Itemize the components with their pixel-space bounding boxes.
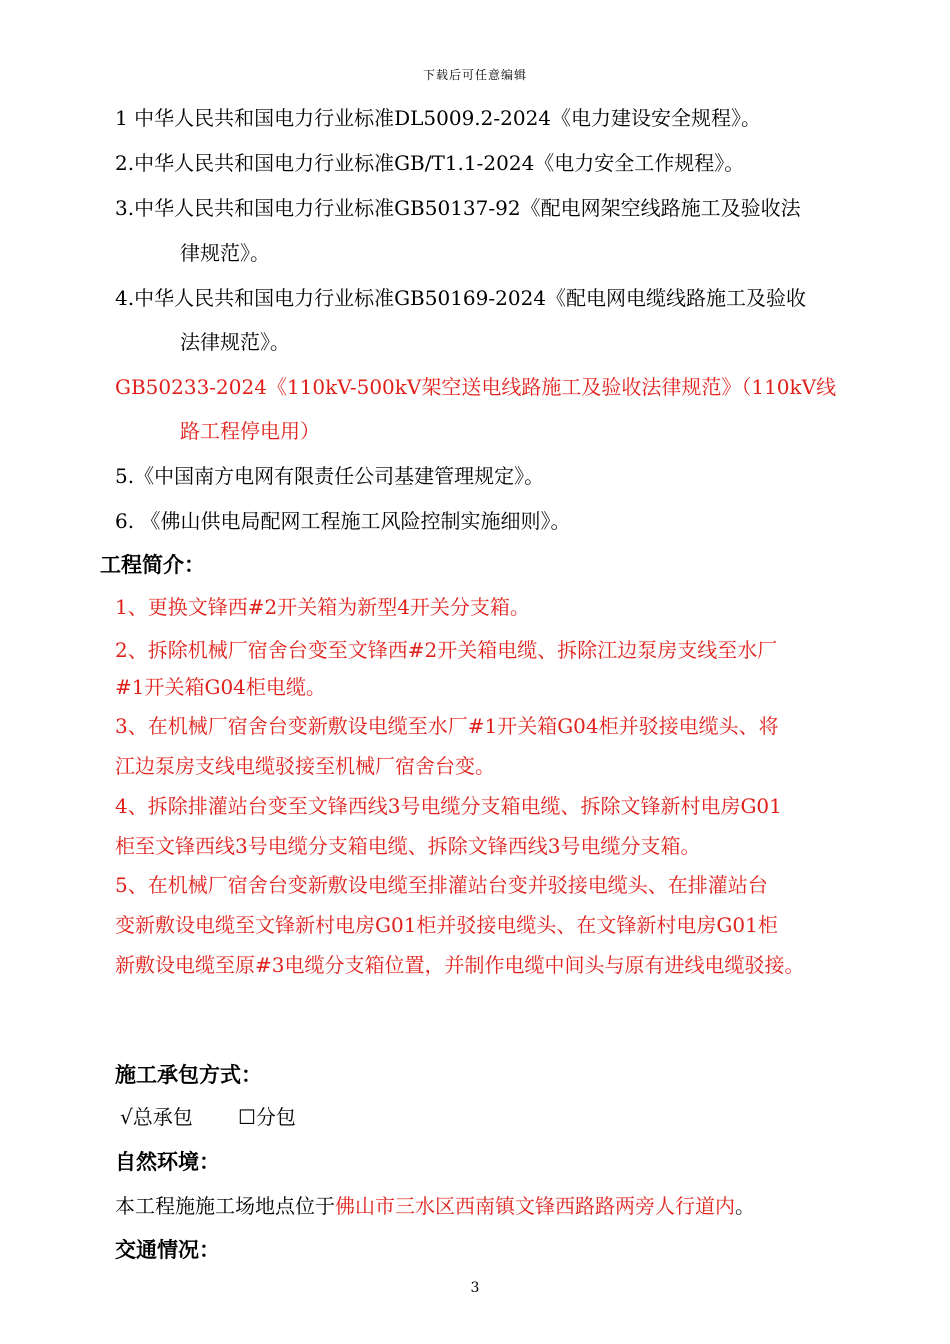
intro-item-5-cont-1: 变新敷设电缆至文锋新村电房G01柜并驳接电缆头、在文锋新村电房G01柜 xyxy=(115,913,778,937)
reference-gb50233: GB50233-2024《110kV-500kV架空送电线路施工及验收法律规范》（110kV线 xyxy=(115,375,837,399)
intro-item-1: 1、更换文锋西#2开关箱为新型4开关分支箱。 xyxy=(115,595,530,619)
reference-3-cont: 律规范》。 xyxy=(180,241,270,265)
environment-text-prefix: 本工程施施工场地点位于 xyxy=(115,1194,335,1218)
reference-2: 2.中华人民共和国电力行业标准GB/T1.1-2024《电力安全工作规程》。 xyxy=(115,151,745,175)
intro-item-4: 4、拆除排灌站台变至文锋西线3号电缆分支箱电缆、拆除文锋新村电房G01 xyxy=(115,794,782,818)
intro-item-5: 5、在机械厂宿舍台变新敷设电缆至排灌站台变并驳接电缆头、在排灌站台 xyxy=(115,873,768,897)
intro-item-3: 3、在机械厂宿舍台变新敷设电缆至水厂#1开关箱G04柜并驳接电缆头、将 xyxy=(115,714,779,738)
traffic-heading: 交通情况： xyxy=(115,1238,220,1262)
contract-heading: 施工承包方式： xyxy=(115,1063,262,1087)
environment-text-suffix: 。 xyxy=(735,1194,755,1218)
reference-4: 4.中华人民共和国电力行业标准GB50169-2024《配电网电缆线路施工及验收 xyxy=(115,286,807,310)
intro-item-4-cont: 柜至文锋西线3号电缆分支箱电缆、拆除文锋西线3号电缆分支箱。 xyxy=(115,834,701,858)
reference-gb50233-cont: 路工程停电用） xyxy=(180,419,320,443)
environment-text xyxy=(115,1193,755,1219)
intro-heading: 工程简介： xyxy=(100,553,205,577)
reference-3: 3.中华人民共和国电力行业标准GB50137-92《配电网架空线路施工及验收法 xyxy=(115,196,801,220)
contract-option-sub: ☐分包 xyxy=(238,1105,296,1129)
environment-location: 佛山市三水区西南镇文锋西路路两旁人行道内 xyxy=(335,1194,735,1218)
page-header: 下载后可任意编辑 xyxy=(422,68,527,82)
page-number: 3 xyxy=(470,1280,480,1296)
reference-1: 1 中华人民共和国电力行业标准DL5009.2-2024《电力建设安全规程》。 xyxy=(115,106,762,130)
contract-option-general: √总承包 xyxy=(120,1105,193,1129)
reference-4-cont: 法律规范》。 xyxy=(180,330,290,354)
reference-6: 6. 《佛山供电局配网工程施工风险控制实施细则》。 xyxy=(115,509,571,533)
intro-item-3-cont: 江边泵房支线电缆驳接至机械厂宿舍台变。 xyxy=(115,754,495,778)
environment-heading: 自然环境： xyxy=(115,1150,220,1174)
intro-item-5-cont-2: 新敷设电缆至原#3电缆分支箱位置，并制作电缆中间头与原有进线电缆驳接。 xyxy=(115,953,805,977)
intro-item-2-cont: #1开关箱G04柜电缆。 xyxy=(115,675,326,699)
intro-item-2: 2、拆除机械厂宿舍台变至文锋西#2开关箱电缆、拆除江边泵房支线至水厂 xyxy=(115,638,778,662)
reference-5: 5.《中国南方电网有限责任公司基建管理规定》。 xyxy=(115,464,545,488)
